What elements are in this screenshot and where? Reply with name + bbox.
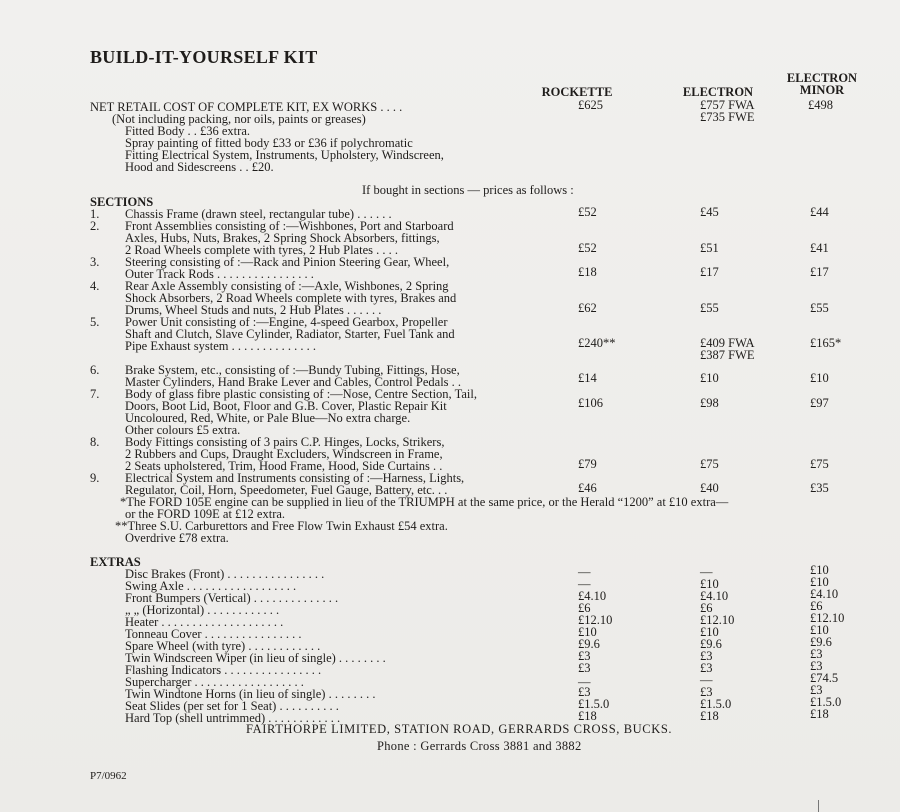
extra-price-electron-minor: £10 <box>810 623 829 637</box>
extra-price-rockette: £4.10 <box>578 589 607 603</box>
section-price-electron-minor: £55 <box>810 301 829 315</box>
section-price-electron-minor: £97 <box>810 396 829 410</box>
extra-price-electron-minor: £9.6 <box>810 635 832 649</box>
section-price-electron-minor: £10 <box>810 371 829 385</box>
section-price-electron-minor: £35 <box>810 481 829 495</box>
extra-price-electron: £3 <box>700 685 713 699</box>
section-price-electron-minor: £17 <box>810 265 829 279</box>
column-header-electron-minor-line2: MINOR <box>799 83 845 97</box>
extra-item-label: Supercharger . . . . . . . . . . . . . . . . . . <box>125 675 304 689</box>
extra-item-label: Front Bumpers (Vertical) . . . . . . . . . . . . . . <box>125 591 339 605</box>
extra-price-electron: £12.10 <box>700 613 735 627</box>
extra-item-label: Spare Wheel (with tyre) . . . . . . . . . . . . <box>125 639 321 653</box>
section-line: Outer Track Rods . . . . . . . . . . . . . . . . <box>125 267 314 281</box>
section-price-rockette: £79 <box>578 457 597 471</box>
section-price-electron-minor: £41 <box>810 241 829 255</box>
section-number: 3. <box>90 255 100 269</box>
extra-price-rockette: £18 <box>578 709 597 723</box>
section-line: Master Cylinders, Hand Brake Lever and Cables, Control Pedals . . <box>125 375 462 389</box>
extra-price-electron: £10 <box>700 577 719 591</box>
extra-price-rockette: £3 <box>578 685 591 699</box>
section-number: 2. <box>90 219 100 233</box>
section-line: Electrical System and Instruments consisting of :—Harness, Lights, <box>125 471 465 485</box>
footnote-ford-engine: *The FORD 105E engine can be supplied in lieu of the TRIUMPH at the same price, or the Herald “1200” at £10 extra— <box>120 495 729 509</box>
section-price-rockette: £106 <box>578 396 603 410</box>
extra-price-rockette: — <box>578 577 591 591</box>
section-line: Regulator, Coil, Horn, Speedometer, Fuel Gauge, Battery, etc. . . <box>125 483 448 497</box>
intro-line-5: Fitting Electrical System, Instruments, Upholstery, Windscreen, <box>125 148 444 162</box>
extra-price-electron-minor: £10 <box>810 575 829 589</box>
extra-price-electron: £3 <box>700 649 713 663</box>
page-title: BUILD-IT-YOURSELF KIT <box>90 47 318 67</box>
extra-item-label: Swing Axle . . . . . . . . . . . . . . . . . . <box>125 579 297 593</box>
extra-price-electron: — <box>700 565 713 579</box>
section-price-electron: £75 <box>700 457 719 471</box>
extra-price-electron-minor: £74.5 <box>810 671 839 685</box>
company-address: FAIRTHORPE LIMITED, STATION ROAD, GERRARDS CROSS, BUCKS. <box>246 722 673 736</box>
column-header-rockette: ROCKETTE <box>541 85 613 99</box>
section-line: Drums, Wheel Studs and nuts, 2 Hub Plates . . . . . . <box>125 303 382 317</box>
section-price-electron: £55 <box>700 301 719 315</box>
extra-item-label: Twin Windtone Horns (in lieu of single) . . . . . . . . <box>125 687 376 701</box>
column-header-electron: ELECTRON <box>682 85 754 99</box>
section-price-rockette: £46 <box>578 481 597 495</box>
sections-note: If bought in sections — prices as follows : <box>362 183 574 197</box>
section-line: Rear Axle Assembly consisting of :—Axle, Wishbones, 2 Spring <box>125 279 449 293</box>
section-line: 2 Road Wheels complete with tyres, 2 Hub Plates . . . . <box>125 243 398 257</box>
extra-price-rockette: — <box>578 675 591 689</box>
intro-line-3: Fitted Body . . £36 extra. <box>125 124 250 138</box>
section-line: Shaft and Clutch, Slave Cylinder, Radiator, Starter, Fuel Tank and <box>125 327 455 341</box>
section-price-rockette: £52 <box>578 205 597 219</box>
section-price-rockette: £52 <box>578 241 597 255</box>
extra-item-label: Heater . . . . . . . . . . . . . . . . . . . . <box>125 615 284 629</box>
section-line: Power Unit consisting of :—Engine, 4-speed Gearbox, Propeller <box>125 315 448 329</box>
extra-price-rockette: £10 <box>578 625 597 639</box>
intro-price-electron-fwa: £757 FWA <box>700 98 755 112</box>
footnote-overdrive: Overdrive £78 extra. <box>125 531 229 545</box>
section-price-electron-fwe: £387 FWE <box>700 348 755 362</box>
extra-price-electron: £9.6 <box>700 637 722 651</box>
extra-item-label: Tonneau Cover . . . . . . . . . . . . . . . . <box>125 627 302 641</box>
extra-price-electron: £4.10 <box>700 589 729 603</box>
section-line: Uncoloured, Red, White, or Pale Blue—No extra charge. <box>125 411 411 425</box>
extra-price-rockette: £3 <box>578 661 591 675</box>
intro-line-2: (Not including packing, nor oils, paints or greases) <box>112 112 366 126</box>
intro-line-4: Spray painting of fitted body £33 or £36 if polychromatic <box>125 136 413 150</box>
section-line: Other colours £5 extra. <box>125 423 241 437</box>
extra-item-label: Twin Windscreen Wiper (in lieu of single) . . . . . . . . <box>125 651 386 665</box>
extra-price-electron-minor: £18 <box>810 707 829 721</box>
section-price-electron: £40 <box>700 481 719 495</box>
intro-price-rockette: £625 <box>578 98 603 112</box>
section-line: Axles, Hubs, Nuts, Brakes, 2 Spring Shock Absorbers, fittings, <box>125 231 440 245</box>
extra-price-electron: £18 <box>700 709 719 723</box>
extra-price-electron: £1.5.0 <box>700 697 732 711</box>
extra-price-electron-minor: £3 <box>810 647 823 661</box>
section-number: 6. <box>90 363 100 377</box>
extra-price-rockette: £6 <box>578 601 591 615</box>
edge-mark <box>818 800 819 812</box>
extra-price-electron-minor: £6 <box>810 599 823 613</box>
section-line: Brake System, etc., consisting of :—Bundy Tubing, Fittings, Hose, <box>125 363 460 377</box>
section-price-electron: £51 <box>700 241 719 255</box>
footnote-ford-engine-cont: or the FORD 109E at £12 extra. <box>125 507 286 521</box>
extra-price-electron-minor: £3 <box>810 659 823 673</box>
extra-price-electron: £3 <box>700 661 713 675</box>
extra-item-label: Hard Top (shell untrimmed) . . . . . . . . . . . . <box>125 711 341 725</box>
column-header-electron-minor-line1: ELECTRON <box>786 71 858 85</box>
section-number: 8. <box>90 435 100 449</box>
company-phone: Phone : Gerrards Cross 3881 and 3882 <box>377 739 582 753</box>
extra-price-rockette: — <box>578 565 591 579</box>
section-price-electron: £45 <box>700 205 719 219</box>
section-price-electron: £17 <box>700 265 719 279</box>
section-line: Pipe Exhaust system . . . . . . . . . . . . . . <box>125 339 316 353</box>
section-price-electron-minor: £44 <box>810 205 829 219</box>
section-number: 5. <box>90 315 100 329</box>
section-price-electron-minor: £75 <box>810 457 829 471</box>
extra-item-label: „ „ (Horizontal) . . . . . . . . . . . . <box>125 603 280 617</box>
section-price-electron: £10 <box>700 371 719 385</box>
intro-line-1: NET RETAIL COST OF COMPLETE KIT, EX WORKS . . . . <box>90 100 403 114</box>
section-number: 9. <box>90 471 100 485</box>
section-price-rockette: £62 <box>578 301 597 315</box>
section-price-electron-fwa: £409 FWA <box>700 336 755 350</box>
document-code: P7/0962 <box>90 770 127 782</box>
intro-line-6: Hood and Sidescreens . . £20. <box>125 160 274 174</box>
section-price-rockette: £18 <box>578 265 597 279</box>
extra-price-rockette: £9.6 <box>578 637 600 651</box>
section-line: Body Fittings consisting of 3 pairs C.P. Hinges, Locks, Strikers, <box>125 435 445 449</box>
section-line: Chassis Frame (drawn steel, rectangular tube) . . . . . . <box>125 207 392 221</box>
extra-price-electron: £10 <box>700 625 719 639</box>
extra-price-electron-minor: £10 <box>810 563 829 577</box>
section-price-rockette: £14 <box>578 371 597 385</box>
section-price-rockette: £240** <box>578 336 616 350</box>
section-line: 2 Rubbers and Cups, Draught Excluders, Windscreen in Frame, <box>125 447 443 461</box>
sections-heading: SECTIONS <box>90 195 154 209</box>
extra-item-label: Disc Brakes (Front) . . . . . . . . . . . . . . . . <box>125 567 325 581</box>
extra-price-electron: — <box>700 673 713 687</box>
extra-price-rockette: £1.5.0 <box>578 697 610 711</box>
section-number: 7. <box>90 387 100 401</box>
section-line: Doors, Boot Lid, Boot, Floor and G.B. Cover, Plastic Repair Kit <box>125 399 447 413</box>
section-line: Steering consisting of :—Rack and Pinion Steering Gear, Wheel, <box>125 255 450 269</box>
extra-price-electron-minor: £1.5.0 <box>810 695 842 709</box>
section-line: Shock Absorbers, 2 Road Wheels complete with tyres, Brakes and <box>125 291 457 305</box>
extra-item-label: Flashing Indicators . . . . . . . . . . . . . . . . <box>125 663 322 677</box>
extra-price-electron: £6 <box>700 601 713 615</box>
section-price-electron: £98 <box>700 396 719 410</box>
footnote-carburettors: **Three S.U. Carburettors and Free Flow Twin Exhaust £54 extra. <box>115 519 448 533</box>
extra-price-electron-minor: £12.10 <box>810 611 845 625</box>
extra-item-label: Seat Slides (per set for 1 Seat) . . . . . . . . . . <box>125 699 339 713</box>
extra-price-rockette: £12.10 <box>578 613 613 627</box>
section-price-electron-minor: £165* <box>810 336 842 350</box>
intro-price-electron-minor: £498 <box>808 98 833 112</box>
section-line: 2 Seats upholstered, Trim, Hood Frame, Hood, Side Curtains . . <box>125 459 443 473</box>
section-line: Body of glass fibre plastic consisting of :—Nose, Centre Section, Tail, <box>125 387 477 401</box>
extra-price-electron-minor: £4.10 <box>810 587 839 601</box>
section-number: 4. <box>90 279 100 293</box>
extra-price-electron-minor: £3 <box>810 683 823 697</box>
extra-price-rockette: £3 <box>578 649 591 663</box>
intro-price-electron-fwe: £735 FWE <box>700 110 755 124</box>
section-number: 1. <box>90 207 100 221</box>
extras-heading: EXTRAS <box>90 555 141 569</box>
section-line: Front Assemblies consisting of :—Wishbones, Port and Starboard <box>125 219 454 233</box>
